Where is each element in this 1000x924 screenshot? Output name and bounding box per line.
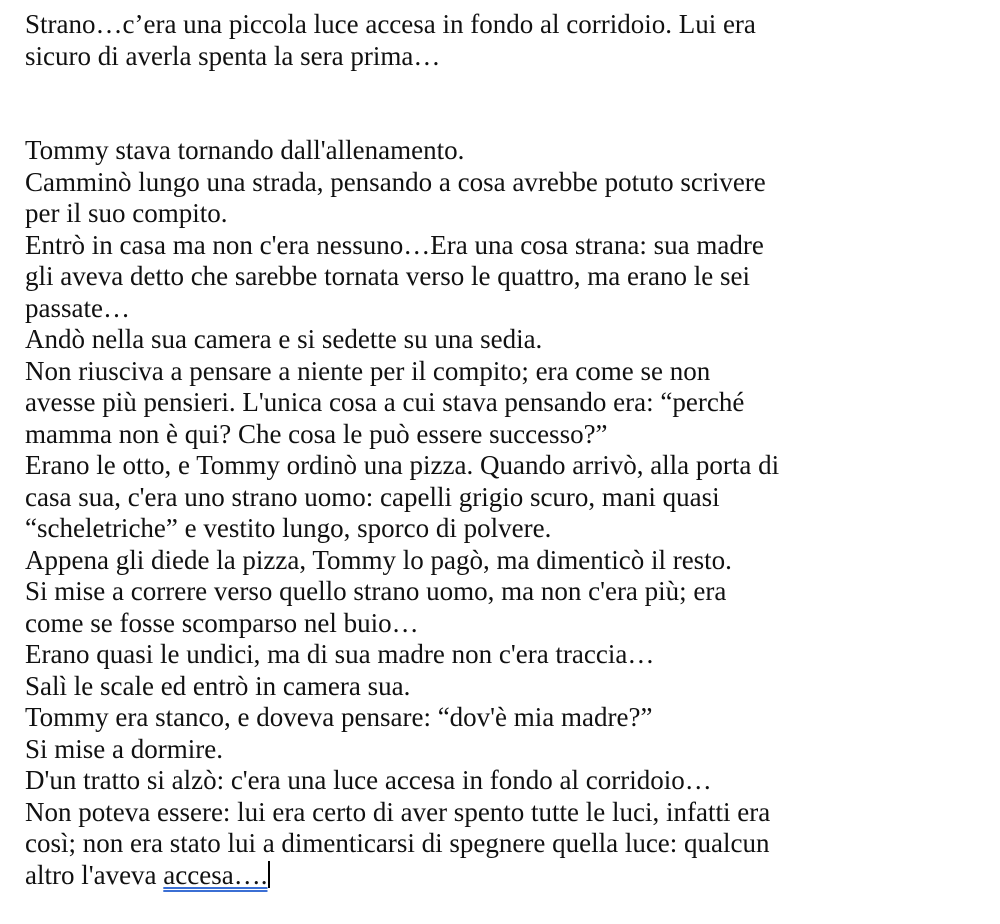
text-line: Andò nella sua camera e si sedette su una sedia. — [25, 324, 543, 354]
text-line: Erano quasi le undici, ma di sua madre non c'era traccia… — [25, 639, 655, 669]
text-line: D'un tratto si alzò: c'era una luce accesa in fondo al corridoio… — [25, 765, 712, 795]
text-line: Non riusciva a pensare a niente per il compito; era come se non — [25, 355, 711, 386]
text-line: Si mise a dormire. — [25, 733, 223, 764]
text-line: per il suo compito. — [25, 198, 228, 228]
document-body[interactable] — [25, 9, 990, 891]
text-line: Erano le otto, e Tommy ordinò una pizza. Quando arrivò, alla porta di — [25, 450, 780, 480]
last-line-prefix: altro l'aveva — [25, 859, 164, 890]
intro-paragraph — [25, 9, 990, 72]
text-cursor — [268, 861, 270, 888]
text-line: Salì le scale ed entrò in camera sua. — [25, 670, 411, 701]
text-line: sicuro di averla spenta la sera prima… — [25, 40, 441, 71]
text-line: Strano…c’era una piccola luce accesa in fondo al corridoio. Lui era — [25, 9, 756, 39]
text-line: casa sua, c'era uno strano uomo: capelli grigio scuro, mani quasi — [25, 481, 720, 512]
text-line: avesse più pensieri. L'unica cosa a cui stava pensando era: “perché — [25, 387, 745, 417]
text-line: Tommy stava tornando dall'allenamento. — [25, 135, 465, 165]
text-line: “scheletriche” e vestito lungo, sporco di polvere. — [25, 513, 552, 543]
text-line: come se fosse scomparso nel buio… — [25, 607, 419, 638]
text-line: Non poteva essere: lui era certo di aver spento tutte le luci, infatti era — [25, 796, 771, 827]
text-line: così; non era stato lui a dimenticarsi di spegnere quella luce: qualcun — [25, 828, 770, 858]
text-line: Camminò lungo una strada, pensando a cosa avrebbe potuto scrivere — [25, 166, 766, 197]
text-line: Appena gli diede la pizza, Tommy lo pagò, ma dimenticò il resto. — [25, 544, 732, 575]
last-text-line — [25, 860, 990, 892]
story-paragraph — [25, 135, 990, 891]
spellcheck-flagged-word[interactable]: accesa…. — [163, 859, 268, 890]
text-line: mamma non è qui? Che cosa le può essere successo?” — [25, 418, 608, 449]
text-line: Tommy era stanco, e doveva pensare: “dov'è mia madre?” — [25, 702, 653, 732]
text-line: gli aveva detto che sarebbe tornata verso le quattro, ma erano le sei — [25, 261, 750, 291]
text-line: Entrò in casa ma non c'era nessuno…Era una cosa strana: sua madre — [25, 229, 764, 260]
text-line: Si mise a correre verso quello strano uomo, ma non c'era più; era — [25, 576, 727, 606]
text-line: passate… — [25, 292, 130, 323]
